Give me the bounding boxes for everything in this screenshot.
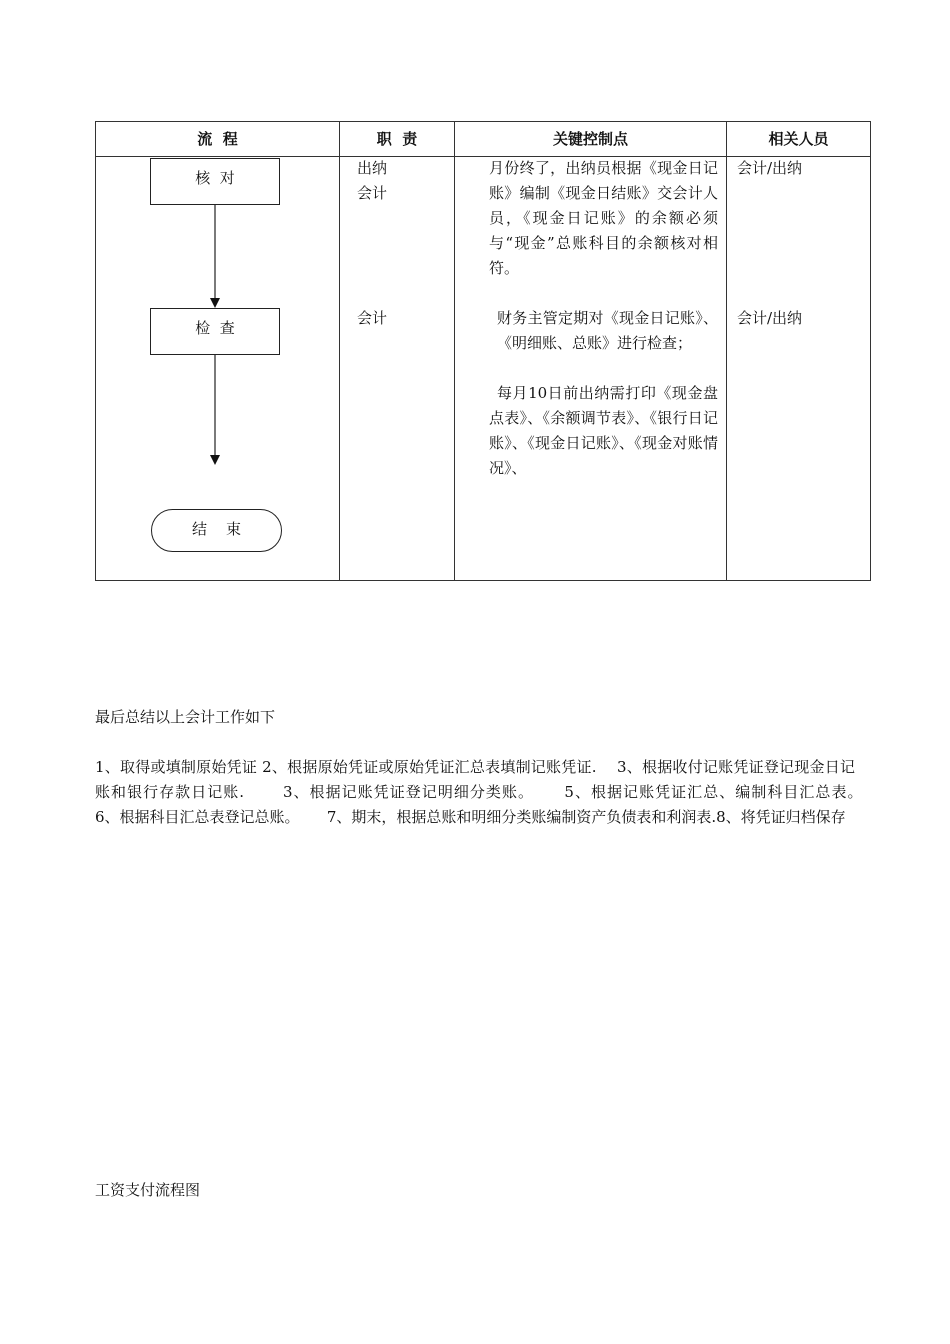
summary-title: 最后总结以上会计工作如下 — [95, 708, 276, 726]
table-border-left — [95, 121, 96, 581]
row2-control-check: 财务主管定期对《现金日记账》、《明细账、总账》进行检查； — [497, 309, 718, 352]
header-people: 相关人员 — [768, 130, 829, 148]
table-col-divider-2 — [454, 121, 455, 581]
section-title-payroll-flowchart: 工资支付流程图 — [95, 1181, 201, 1199]
flow-arrow-1 — [205, 204, 225, 310]
row1-duty-accountant: 会计 — [357, 184, 388, 202]
table-col-divider-3 — [726, 121, 727, 581]
row2-duty-accountant: 会计 — [357, 309, 388, 327]
header-flow: 流 程 — [197, 130, 238, 148]
table-col-divider-1 — [339, 121, 340, 581]
header-control: 关键控制点 — [552, 130, 628, 148]
row1-duty-cashier: 出纳 — [357, 159, 388, 177]
flow-node-end: 结 束 — [151, 509, 282, 552]
flow-node-verify: 核 对 — [150, 158, 280, 205]
row1-control-point: 月份终了，出纳员根据《现金日记账》编制《现金日结账》交会计人员，《现金日记账》的余额必须与“现金”总账科目的余额核对相符。 — [489, 159, 718, 277]
header-duty: 职 责 — [376, 130, 418, 148]
flow-arrow-2 — [205, 354, 225, 468]
table-border-right — [870, 121, 871, 581]
summary-body: 1、取得或填制原始凭证 2、根据原始凭证或原始凭证汇总表填制记账凭证. 3、根据收付记账凭证登记现金日记账和银行存款日记账. 3、根据记账凭证登记明细分类账。 5、根据记账凭证汇总、编制科目汇总表。 6、根据科目汇总表登记总账。 7、期末，根据总账和明细分类账编制资产负债表和利润表.8、将凭证归档保存 — [95, 758, 890, 826]
flow-node-check: 检 查 — [150, 308, 280, 355]
row2-control-print: 每月10日前出纳需打印《现金盘点表》、《余额调节表》、《银行日记账》、《现金日记账》、《现金对账情况》、 — [489, 384, 718, 477]
row2-people: 会计/出纳 — [737, 309, 803, 327]
table-border-bottom — [95, 580, 871, 581]
row1-people: 会计/出纳 — [737, 159, 803, 177]
